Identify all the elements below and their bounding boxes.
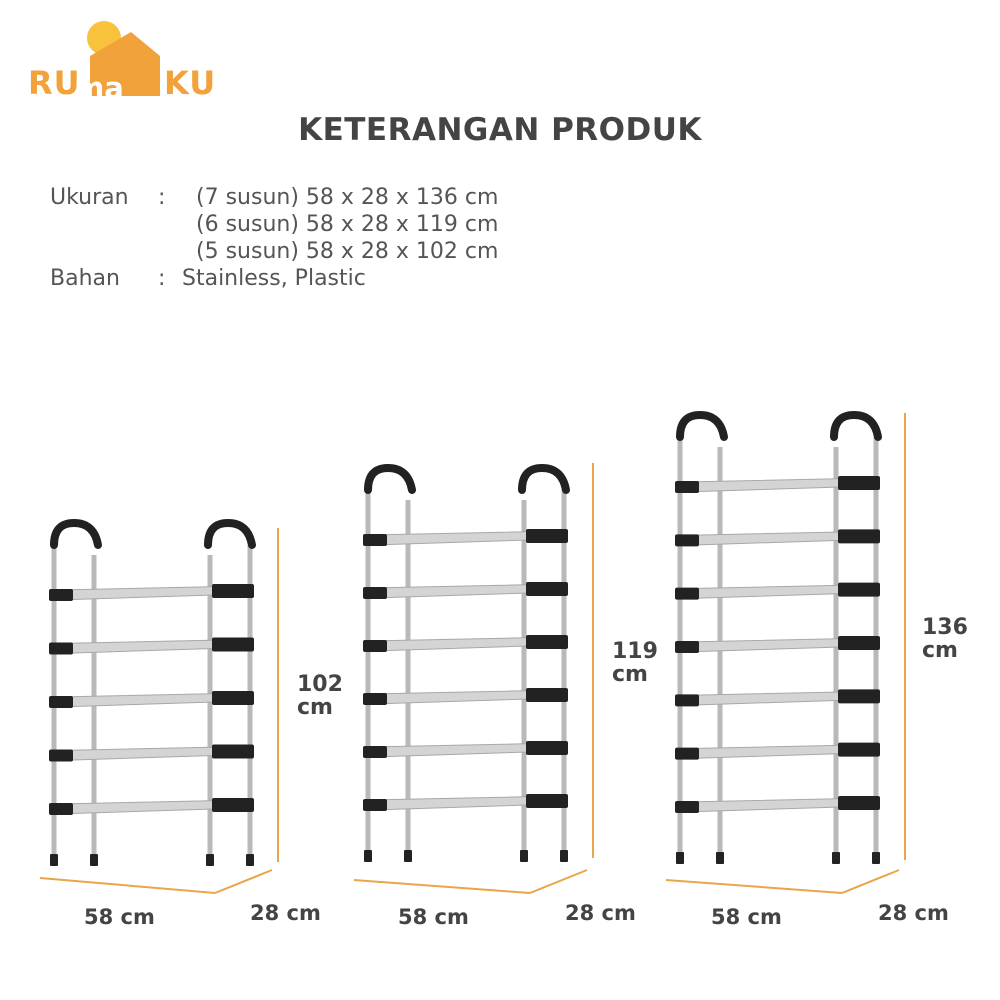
rack-5-connector-left-5	[49, 803, 73, 815]
rack-7-foot-front-left	[676, 852, 684, 864]
rack-5-connector-left-2	[49, 643, 73, 655]
rack-6-connector-left-4	[363, 693, 387, 705]
rack-6-foot-front-left	[364, 850, 372, 862]
rack-7-connector-right-6	[838, 743, 880, 757]
rack-6-connector-right-4	[526, 688, 568, 702]
size-6-tier: (6 susun) 58 x 28 x 119 cm	[196, 212, 499, 237]
rack-6-connector-left-5	[363, 746, 387, 758]
logo-text-middle: ma	[74, 71, 124, 105]
rack-6-foot-back-left	[404, 850, 412, 862]
rack-6-connector-left-1	[363, 534, 387, 546]
spec-label-size: Ukuran	[50, 185, 129, 210]
rack-5-connector-left-4	[49, 750, 73, 762]
rack-7-connector-left-5	[675, 694, 699, 706]
rack-6-width-line	[354, 880, 530, 893]
rack-7-depth-label: 28 cm	[878, 901, 949, 925]
rack-7-height-value: 136	[922, 615, 968, 640]
rack-7-connector-left-4	[675, 641, 699, 653]
material-text: Stainless, Plastic	[182, 266, 366, 291]
rack-5-connector-left-1	[49, 589, 73, 601]
rack-7-handle-left	[680, 415, 724, 437]
rack-7-foot-back-left	[716, 852, 724, 864]
rack-7-connector-right-2	[838, 529, 880, 543]
rack-6-connector-left-2	[363, 587, 387, 599]
rack-5-width-line	[40, 878, 215, 893]
rack-7-connector-right-5	[838, 689, 880, 703]
rack-7-connector-right-7	[838, 796, 880, 810]
rack-6-connector-right-1	[526, 529, 568, 543]
rack-5-height-unit: cm	[297, 695, 333, 720]
rack-5-connector-left-3	[49, 696, 73, 708]
rack-7-width-label: 58 cm	[711, 905, 782, 929]
rack-5-handle-left	[54, 523, 98, 545]
rack-6-connector-right-3	[526, 635, 568, 649]
rack-5-connector-right-5	[212, 798, 254, 812]
size-5-tier: (5 susun) 58 x 28 x 102 cm	[196, 239, 499, 264]
rack-5-height-label	[297, 673, 343, 719]
rack-5-foot-back-left	[90, 854, 98, 866]
rack-7-depth-line	[842, 870, 899, 893]
rack-6-foot-back-right	[560, 850, 568, 862]
spec-colon: :	[158, 266, 166, 291]
rack-6-depth-line	[530, 870, 587, 893]
spec-label-material: Bahan	[50, 266, 120, 291]
rack-7-foot-front-right	[832, 852, 840, 864]
rack-5-connector-right-4	[212, 745, 254, 759]
rack-5-handle-right	[208, 523, 252, 545]
rack-6-handle-left	[368, 468, 412, 490]
rack-7-connector-right-1	[838, 476, 880, 490]
spec-colon: :	[158, 185, 166, 210]
rack-6-height-label	[612, 640, 658, 686]
rack-7-connector-left-6	[675, 748, 699, 760]
rack-6-connector-left-6	[363, 799, 387, 811]
rack-5-connector-right-2	[212, 638, 254, 652]
rack-5-height-value: 102	[297, 672, 343, 697]
rack-6-handle-right	[522, 468, 566, 490]
rack-6-connector-left-3	[363, 640, 387, 652]
rack-7-height-label	[922, 616, 968, 662]
size-7-tier: (7 susun) 58 x 28 x 136 cm	[196, 185, 499, 210]
rack-7-width-line	[666, 880, 842, 893]
rack-7-connector-left-1	[675, 481, 699, 493]
logo-text-right: KU	[164, 64, 217, 102]
rack-6-height-value: 119	[612, 639, 658, 664]
logo-text-left: RU	[28, 64, 81, 102]
rack-5-foot-front-left	[50, 854, 58, 866]
rack-6-connector-right-2	[526, 582, 568, 596]
page-title: KETERANGAN PRODUK	[298, 112, 702, 148]
rack-6-depth-label: 28 cm	[565, 901, 636, 925]
rack-6-connector-right-5	[526, 741, 568, 755]
rack-7-connector-left-7	[675, 801, 699, 813]
rack-7-height-unit: cm	[922, 638, 958, 663]
rack-6-height-unit: cm	[612, 662, 648, 687]
rack-5-depth-line	[215, 870, 272, 893]
rack-7-foot-back-right	[872, 852, 880, 864]
rack-6-connector-right-6	[526, 794, 568, 808]
rack-7-connector-left-2	[675, 534, 699, 546]
rack-7-connector-left-3	[675, 588, 699, 600]
rack-6-foot-front-right	[520, 850, 528, 862]
rack-7-connector-right-4	[838, 636, 880, 650]
rack-7-connector-right-3	[838, 583, 880, 597]
rack-6-width-label: 58 cm	[398, 905, 469, 929]
rack-5-connector-right-1	[212, 584, 254, 598]
rack-5-foot-back-right	[246, 854, 254, 866]
rack-5-foot-front-right	[206, 854, 214, 866]
rack-7-handle-right	[834, 415, 878, 437]
rack-5-connector-right-3	[212, 691, 254, 705]
rack-5-width-label: 58 cm	[84, 905, 155, 929]
rack-5-depth-label: 28 cm	[250, 901, 321, 925]
